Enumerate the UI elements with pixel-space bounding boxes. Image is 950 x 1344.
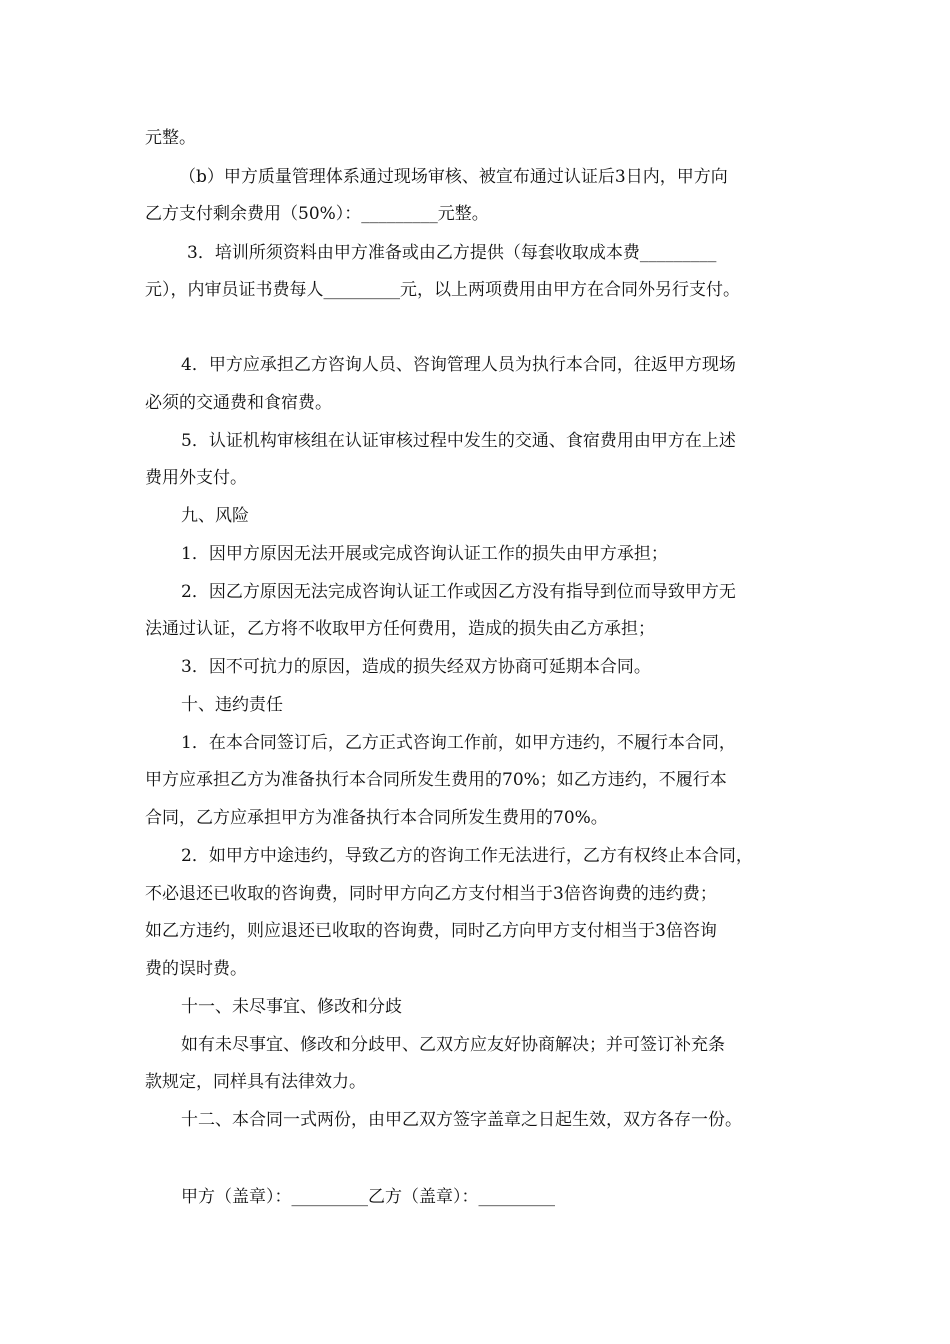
text-line: 不必退还已收取的咨询费，同时甲方向乙方支付相当于3倍咨询费的违约费； [145,884,717,904]
text-line: 元），内审员证书费每人_________元，以上两项费用由甲方在合同外另行支付。 [145,280,740,300]
text-line: （b）甲方质量管理体系通过现场审核、被宣布通过认证后3日内，甲方向 [179,167,728,187]
text-line: 乙方支付剩余费用（50%）：_________元整。 [145,204,489,224]
text-line: 法通过认证，乙方将不收取甲方任何费用，造成的损失由乙方承担； [145,619,655,639]
text-line: 4．甲方应承担乙方咨询人员、咨询管理人员为执行本合同，往返甲方现场 [181,355,736,375]
section-heading: 十一、未尽事宜、修改和分歧 [181,997,402,1017]
text-line: 如有未尽事宜、修改和分歧甲、乙双方应友好协商解决；并可签订补充条 [181,1035,725,1055]
text-line: 如乙方违约，则应退还已收取的咨询费，同时乙方向甲方支付相当于3倍咨询 [145,921,717,941]
text-line: 款规定，同样具有法律效力。 [145,1072,366,1092]
text-line: 3．因不可抗力的原因，造成的损失经双方协商可延期本合同。 [181,657,651,677]
text-line: 费的误时费。 [145,959,247,979]
text-line: 5．认证机构审核组在认证审核过程中发生的交通、食宿费用由甲方在上述 [181,431,736,451]
text-line: 3．培训所须资料由甲方准备或由乙方提供（每套收取成本费_________ [187,243,717,263]
text-line: 元整。 [145,128,196,148]
text-line: 1．在本合同签订后，乙方正式咨询工作前，如甲方违约，不履行本合同， [181,733,736,753]
section-heading: 十、违约责任 [181,695,283,715]
section-heading: 十二、本合同一式两份，由甲乙双方签字盖章之日起生效，双方各存一份。 [181,1110,742,1130]
section-heading: 九、风险 [181,506,249,526]
text-line: 必须的交通费和食宿费。 [145,393,332,413]
text-line: 2．因乙方原因无法完成咨询认证工作或因乙方没有指导到位而导致甲方无 [181,582,736,602]
signature-line: 甲方（盖章）：_________乙方（盖章）：_________ [181,1187,555,1207]
text-line: 2．如甲方中途违约，导致乙方的咨询工作无法进行，乙方有权终止本合同， [181,846,753,866]
text-line: 甲方应承担乙方为准备执行本合同所发生费用的70%；如乙方违约，不履行本 [145,770,727,790]
text-line: 1．因甲方原因无法开展或完成咨询认证工作的损失由甲方承担； [181,544,668,564]
text-line: 合同，乙方应承担甲方为准备执行本合同所发生费用的70%。 [145,808,608,828]
text-line: 费用外支付。 [145,468,247,488]
